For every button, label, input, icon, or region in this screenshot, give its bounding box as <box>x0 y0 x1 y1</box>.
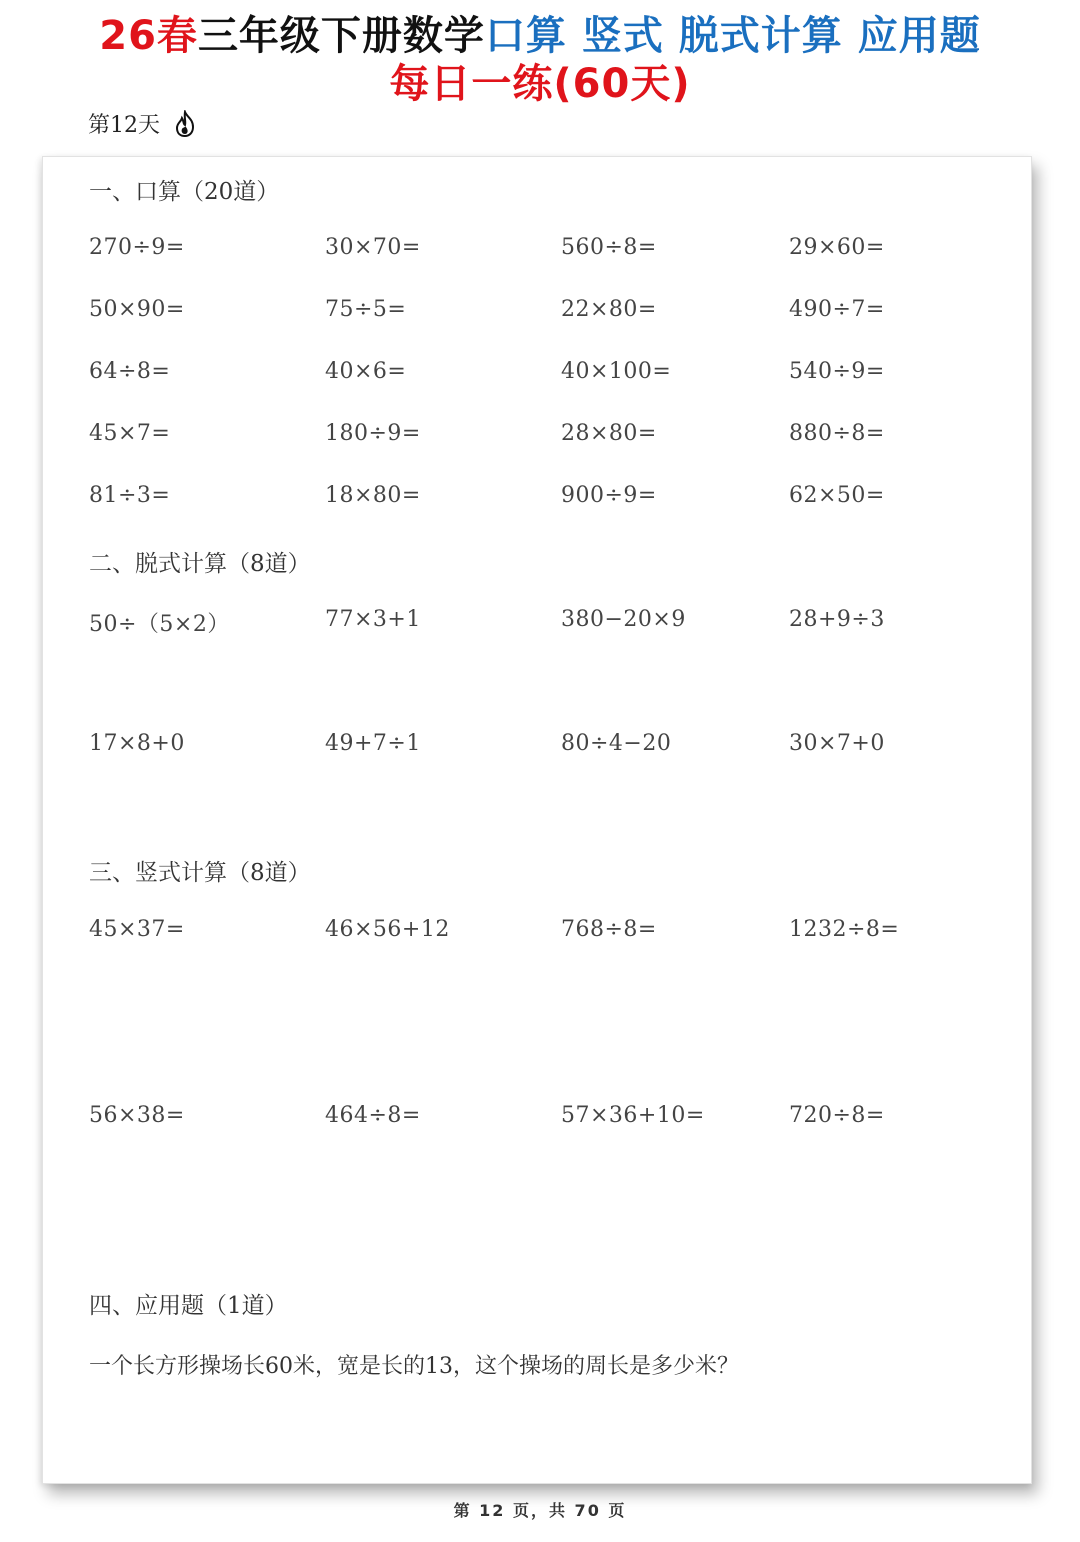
day-label: 第12天 <box>88 113 160 138</box>
problem: 81÷3= <box>89 483 171 508</box>
problem: 490÷7= <box>789 297 885 322</box>
problem: 62×50= <box>789 483 885 508</box>
page-subtitle: 每日一练(60天) <box>389 61 691 107</box>
title-subject: 三年级下册数学 <box>197 13 485 59</box>
oral-row <box>43 235 1031 265</box>
problem: 720÷8= <box>789 1103 885 1128</box>
problem: 540÷9= <box>789 359 885 384</box>
problem: 40×100= <box>561 359 672 384</box>
problem: 22×80= <box>561 297 657 322</box>
section-oral-heading: 一、口算（20道） <box>89 179 280 205</box>
problem: 768÷8= <box>561 917 657 942</box>
problem: 560÷8= <box>561 235 657 260</box>
vertical-row <box>43 917 1031 947</box>
problem: 77×3+1 <box>325 607 421 632</box>
oral-row <box>43 359 1031 389</box>
title-grade-term: 26春 <box>99 13 198 59</box>
section-vertical-heading: 三、竖式计算（8道） <box>89 860 311 886</box>
day-label-row <box>88 108 198 139</box>
problem: 50×90= <box>89 297 185 322</box>
problem: 18×80= <box>325 483 421 508</box>
problem: 80÷4−20 <box>561 731 672 756</box>
problem: 57×36+10= <box>561 1103 705 1128</box>
section-word-heading: 四、应用题（1道） <box>89 1293 288 1319</box>
problem: 30×7+0 <box>789 731 885 756</box>
problem: 45×7= <box>89 421 171 446</box>
problem: 50÷（5×2） <box>89 612 230 637</box>
problem: 900÷9= <box>561 483 657 508</box>
stepwise-row <box>43 607 1031 637</box>
problem: 45×37= <box>89 917 185 942</box>
oral-row <box>43 421 1031 451</box>
vertical-row <box>43 1103 1031 1133</box>
problem: 29×60= <box>789 235 885 260</box>
problem: 30×70= <box>325 235 421 260</box>
word-problem-question: 一个长方形操场长60米，宽是长的13，这个操场的周长是多少米？ <box>89 1354 739 1379</box>
problem: 380−20×9 <box>561 607 686 632</box>
oral-row <box>43 483 1031 513</box>
problem: 1232÷8= <box>789 917 900 942</box>
flame-icon <box>172 110 198 138</box>
problem: 64÷8= <box>89 359 171 384</box>
problem: 40×6= <box>325 359 407 384</box>
problem: 56×38= <box>89 1103 185 1128</box>
problem: 28×80= <box>561 421 657 446</box>
problem: 46×56+12 <box>325 917 450 942</box>
page-title <box>0 12 1080 60</box>
title-topics: 口算 竖式 脱式计算 应用题 <box>484 13 981 59</box>
problem: 28+9÷3 <box>789 607 885 632</box>
worksheet-sheet <box>42 156 1032 1484</box>
problem: 464÷8= <box>325 1103 421 1128</box>
problem: 180÷9= <box>325 421 421 446</box>
section-stepwise-heading: 二、脱式计算（8道） <box>89 551 311 577</box>
problem: 75÷5= <box>325 297 407 322</box>
page-footer: 第 12 页，共 70 页 <box>453 1501 627 1520</box>
oral-row <box>43 297 1031 327</box>
stepwise-row <box>43 731 1031 761</box>
problem: 49+7÷1 <box>325 731 421 756</box>
problem: 17×8+0 <box>89 731 185 756</box>
problem: 880÷8= <box>789 421 885 446</box>
problem: 270÷9= <box>89 235 185 260</box>
